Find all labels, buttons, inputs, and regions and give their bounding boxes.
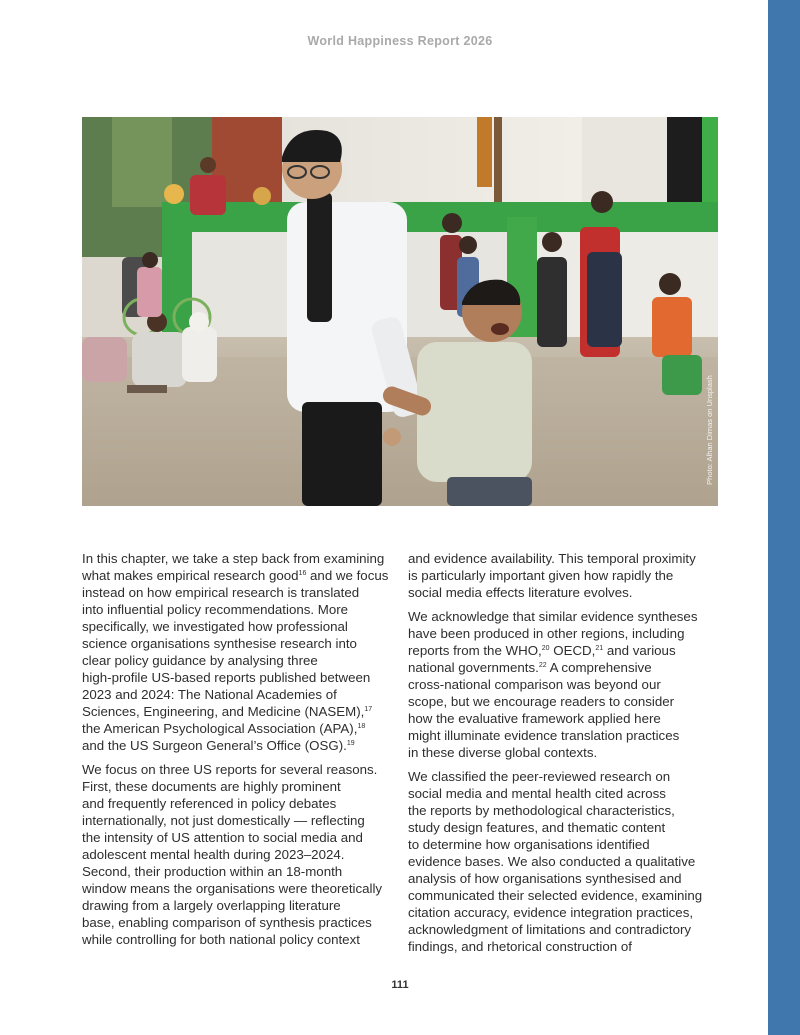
text-line: social media effects literature evolves. — [408, 585, 633, 600]
text-line: Second, their production within an 18-month — [82, 864, 343, 879]
text-line: base, enabling comparison of synthesis practices — [82, 915, 372, 930]
text-line: communicated their selected evidence, examining — [408, 888, 703, 903]
text-line: 2023 and 2024: The National Academies of — [82, 687, 337, 702]
text-line: clear policy guidance by analysing three — [82, 653, 318, 668]
text-line: and frequently referenced in policy debates — [82, 796, 337, 811]
text-line: findings, and rhetorical construction of — [408, 939, 632, 954]
left-column — [82, 550, 394, 955]
text-line: is particularly important given how rapidly the — [408, 568, 674, 583]
paragraph — [408, 768, 720, 955]
text-line: national governments.$^{22}$ A comprehensive — [408, 660, 652, 675]
paragraph — [82, 550, 394, 754]
text-line: the American Psychological Association (APA),$^{18}$ — [82, 721, 366, 736]
text-line: have been produced in other regions, including — [408, 626, 685, 641]
running-header: World Happiness Report 2026 — [307, 34, 493, 48]
text-line: We acknowledge that similar evidence syntheses — [408, 609, 698, 624]
text-line: science organisations synthesise research into — [82, 636, 357, 651]
footnote-ref: 21 — [595, 645, 604, 652]
chapter-photo — [82, 117, 718, 506]
text-line: while controlling for both national policy context — [82, 932, 360, 947]
text-line: scope, but we encourage readers to consider — [408, 694, 675, 709]
text-line: and the US Surgeon General’s Office (OSG).$^{19}$ — [82, 738, 355, 753]
text-line: Sciences, Engineering, and Medicine (NASEM),$^{17}$ — [82, 704, 373, 719]
page-number: 111 — [391, 979, 409, 991]
text-line: analysis of how organisations synthesised and — [408, 871, 682, 886]
paragraph — [82, 761, 394, 948]
footnote-ref: 16 — [298, 570, 307, 577]
photo-credit: Photo: Alhan Dimas on Unsplash — [705, 375, 714, 485]
text-line: the reports by methodological characteristics, — [408, 803, 675, 818]
text-line: We classified the peer-reviewed research on — [408, 769, 671, 784]
text-line: what makes empirical research good$^{16}$ and we focus — [82, 568, 389, 583]
text-line: cross-national comparison was beyond our — [408, 677, 661, 692]
text-line: window means the organisations were theoretically — [82, 881, 383, 896]
accent-side-bar — [768, 0, 800, 1035]
footnote-ref: 22 — [538, 662, 547, 669]
paragraph — [408, 550, 720, 601]
text-line: acknowledgment of limitations and contradictory — [408, 922, 692, 937]
text-line: citation accuracy, evidence integration practices, — [408, 905, 694, 920]
footnote-ref: 20 — [541, 645, 550, 652]
text-line: adolescent mental health during 2023–2024. — [82, 847, 345, 862]
paragraph — [408, 608, 720, 761]
text-line: First, these documents are highly prominent — [82, 779, 341, 794]
text-line: and evidence availability. This temporal proximity — [408, 551, 696, 566]
text-line: instead on how empirical research is translated — [82, 585, 360, 600]
text-line: into influential policy recommendations. More — [82, 602, 349, 617]
text-line: the intensity of US attention to social media and — [82, 830, 363, 845]
text-line: social media and mental health cited across — [408, 786, 666, 801]
text-line: In this chapter, we take a step back from examining — [82, 551, 385, 566]
right-column — [408, 550, 720, 962]
text-line: how the evaluative framework applied here — [408, 711, 661, 726]
text-line: reports from the WHO,$^{20}$ OECD,$^{21}$ and various — [408, 643, 676, 658]
text-line: We focus on three US reports for several reasons. — [82, 762, 378, 777]
footnote-ref: 18 — [357, 723, 366, 730]
footnote-ref: 19 — [346, 740, 355, 747]
text-line: internationally, not just domestically — reflecting — [82, 813, 365, 828]
text-line: drawing from a largely overlapping literature — [82, 898, 341, 913]
text-line: might illuminate evidence translation practices — [408, 728, 680, 743]
text-line: study design features, and thematic content — [408, 820, 666, 835]
text-line: in these diverse global contexts. — [408, 745, 598, 760]
text-line: evidence bases. We also conducted a qualitative — [408, 854, 696, 869]
footnote-ref: 17 — [364, 706, 373, 713]
text-line: to determine how organisations identified — [408, 837, 650, 852]
text-line: high-profile US-based reports published between — [82, 670, 371, 685]
text-line: specifically, we investigated how professional — [82, 619, 348, 634]
